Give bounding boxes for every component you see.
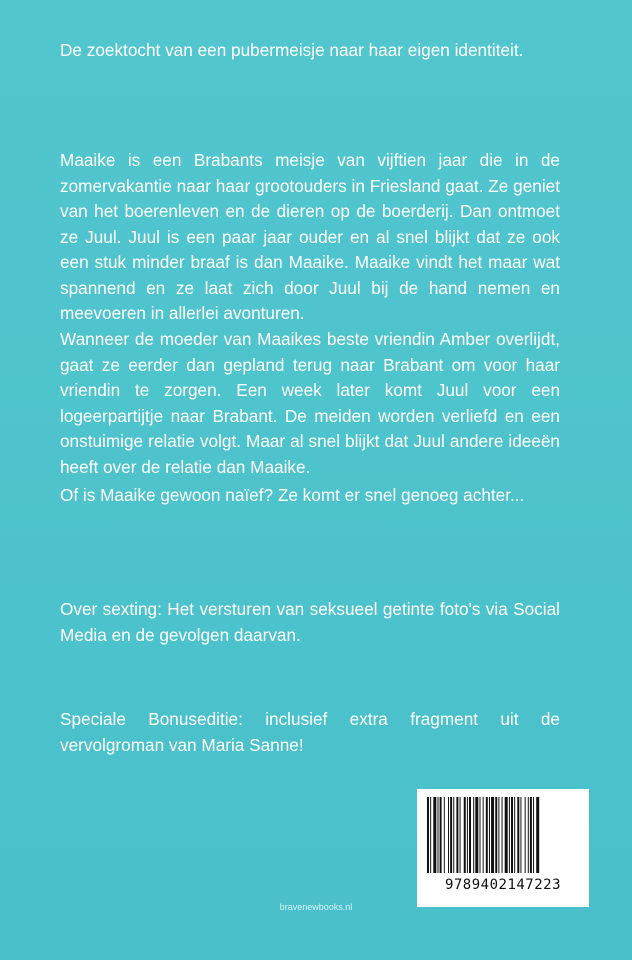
- barcode-bar: [440, 797, 442, 873]
- barcode-bar: [469, 797, 471, 873]
- sexting-note: Over sexting: Het versturen van seksueel getinte foto's via Social Media en de gevolgen daarvan.: [60, 599, 560, 645]
- bonus-edition-note: Speciale Bonuseditie: inclusief extra fragment uit de vervolgroman van Maria Sanne!: [60, 709, 560, 755]
- tagline: De zoektocht van een pubermeisje naar haar eigen identiteit.: [60, 40, 524, 60]
- barcode-bar: [533, 797, 534, 873]
- barcode-bar: [433, 797, 436, 873]
- barcode-bar: [509, 797, 510, 873]
- barcode-bar: [464, 797, 466, 873]
- barcode-bar: [525, 797, 526, 873]
- barcode-bar: [427, 797, 429, 873]
- barcode-bar: [528, 797, 529, 873]
- barcode-icon: [425, 797, 581, 873]
- barcode-bar: [486, 797, 488, 873]
- barcode-bar: [520, 797, 521, 873]
- synopsis-paragraph-1: Maaike is een Brabants meisje van vijftien jaar die in de zomervakantie naar haar grootouders in Friesland gaat. Ze geniet van het boerenleven en de dieren op de boerderij. Dan ontmoet ze Juul. Juul is een paar jaar ouder en al snel blijkt dat ze ook een stuk minder braaf is dan Maaike. Maaike vindt het maar wat spannend en ze laat zich door Juul bij de hand nemen en meevoeren in allerlei avonturen.: [60, 150, 560, 323]
- barcode-bar: [438, 797, 439, 873]
- barcode-bar: [430, 797, 431, 873]
- isbn-number: 9789402147223: [444, 877, 562, 893]
- barcode-bar: [467, 797, 468, 873]
- barcode-bar: [530, 797, 532, 873]
- barcode-bar: [505, 797, 508, 873]
- publisher-url: bravenewbooks.nl: [279, 902, 353, 912]
- barcode-bar: [514, 797, 515, 873]
- barcode-bar: [517, 797, 519, 873]
- barcode-bar: [489, 797, 490, 873]
- barcode-bar: [475, 797, 478, 873]
- barcode-bar: [498, 797, 499, 873]
- barcode-bar: [473, 797, 474, 873]
- barcode-bar: [456, 797, 458, 873]
- barcode-bar: [460, 797, 461, 873]
- barcode-bar: [444, 797, 445, 873]
- barcode-bar: [491, 797, 494, 873]
- barcode-bar: [502, 797, 503, 873]
- barcode-bar: [483, 797, 484, 873]
- synopsis-paragraph-2: Wanneer de moeder van Maaikes beste vriendin Amber overlijdt, gaat ze eerder dan gepland terug naar Brabant om voor haar vriendin te zorgen. Een week later komt Juul voor een logeerpartijtje naar Brabant. De meiden worden verliefd en een onstuimige relatie volgt. Maar al snel blijkt dat Juul andere ideeën heeft over de relatie dan Maaike.: [60, 329, 560, 477]
- isbn-barcode: [417, 789, 589, 907]
- barcode-bar: [453, 797, 454, 873]
- barcode-bar: [450, 797, 452, 873]
- barcode-bar: [495, 797, 497, 873]
- barcode-bar: [448, 797, 449, 873]
- barcode-bar: [536, 797, 539, 873]
- barcode-bar: [511, 797, 513, 873]
- barcode-bar: [480, 797, 481, 873]
- synopsis-paragraph-3: Of is Maaike gewoon naïef? Ze komt er snel genoeg achter...: [60, 485, 525, 505]
